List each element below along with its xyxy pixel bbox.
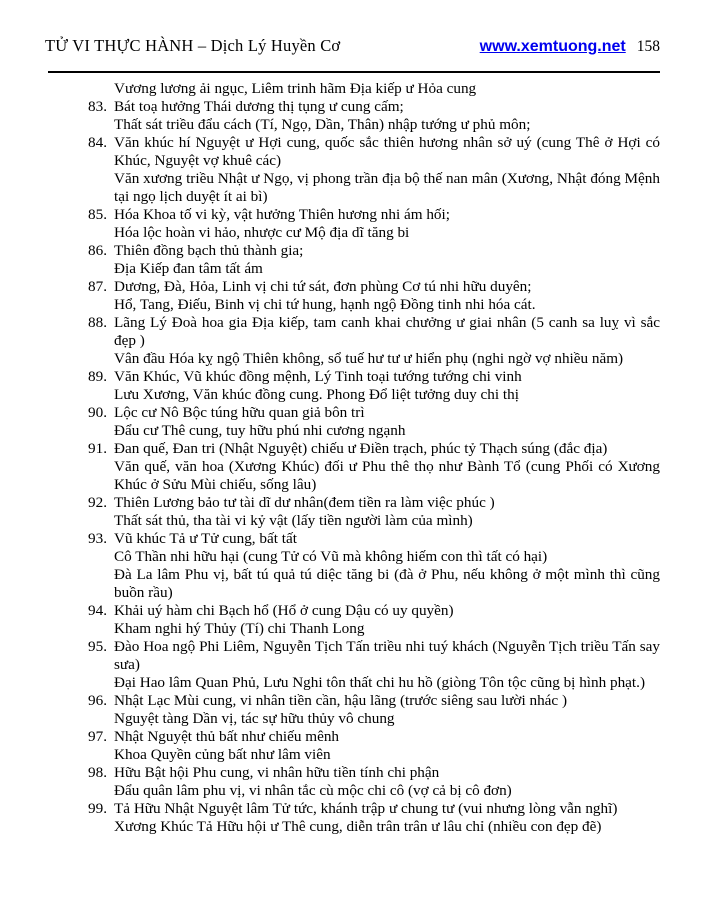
continuation-paragraph <box>88 260 660 278</box>
numbered-paragraph <box>88 314 660 350</box>
numbered-paragraph <box>88 404 660 422</box>
paragraph-text: Nguyệt tàng Dần vị, tác sự hữu thủy vô chung <box>114 710 395 727</box>
paragraph-text: Thất sát thủ, tha tài vi kỷ vật (lấy tiền người làm của mình) <box>114 512 473 529</box>
paragraph-text: Đào Hoa ngộ Phi Liêm, Nguyễn Tịch Tấn triều nhi tuý khách (Nguyễn Tịch triều Tấn say sưa) <box>114 638 660 673</box>
paragraph-text: Văn Khúc, Vũ khúc đồng mệnh, Lý Tinh toại tướng tướng chi vinh <box>114 368 522 385</box>
item-number: 86. <box>88 242 107 259</box>
continuation-paragraph <box>88 566 660 602</box>
paragraph-text: Đại Hao lâm Quan Phủ, Lưu Nghi tôn thất chi hu hồ (giòng Tôn tộc cũng bị hình phạt.) <box>114 674 645 691</box>
numbered-paragraph <box>88 206 660 224</box>
paragraph-text: Hóa Khoa tố vi kỳ, vật hưởng Thiên hương nhi ám hối; <box>114 206 450 223</box>
continuation-paragraph <box>88 458 660 494</box>
paragraph-text: Văn xương triều Nhật ư Ngọ, vị phong trần địa bộ thế nan mân (Xương, Nhật đóng Mệnh tại ngọ lịch duyệt ít ai bì) <box>114 170 660 205</box>
paragraph-text: Nhật Nguyệt thủ bất như chiếu mênh <box>114 728 340 745</box>
paragraph-text: Lộc cư Nô Bộc túng hữu quan giả bôn trì <box>114 404 365 421</box>
item-number: 84. <box>88 134 107 151</box>
item-number: 91. <box>88 440 107 457</box>
item-number: 90. <box>88 404 107 421</box>
paragraph-text: Cô Thần nhi hữu hại (cung Tử có Vũ mà không hiếm con thì tất có hại) <box>114 548 548 565</box>
numbered-paragraph <box>88 440 660 458</box>
numbered-paragraph <box>88 494 660 512</box>
paragraph-text: Đan quế, Đan tri (Nhật Nguyệt) chiếu ư Điền trạch, phúc tỷ Thạch súng (đắc địa) <box>114 440 608 457</box>
paragraph-text: Vân đầu Hóa kỵ ngộ Thiên không, sổ tuế hư tư ư hiển phụ (nghi ngờ vợ nhiều năm) <box>114 350 624 367</box>
continuation-paragraph <box>88 674 660 692</box>
numbered-paragraph <box>88 800 660 818</box>
page-number: 158 <box>636 38 660 55</box>
numbered-paragraph <box>88 242 660 260</box>
paragraph-text: Hóa lộc hoàn vi hảo, nhược cư Mộ địa dĩ tăng bi <box>114 224 410 241</box>
paragraph-text: Kham nghi hý Thủy (Tí) chi Thanh Long <box>114 620 365 637</box>
continuation-paragraph <box>88 350 660 368</box>
paragraph-text: Bát toạ hưởng Thái dương thị tụng ư cung cấm; <box>114 98 404 115</box>
item-number: 93. <box>88 530 107 547</box>
page-header <box>45 36 660 56</box>
continuation-paragraph <box>88 116 660 134</box>
item-number: 97. <box>88 728 107 745</box>
paragraph-text: Thiên Lương bảo tư tài dĩ dư nhân(đem tiền ra làm việc phúc ) <box>114 494 495 511</box>
paragraph-text: Lãng Lý Đoà hoa gia Địa kiếp, tam canh khai chưởng ư giai nhân (5 canh sa luỵ vì sắc đẹp ) <box>114 314 660 349</box>
paragraph-text: Văn khúc hí Nguyệt ư Hợi cung, quốc sắc thiên hương nhân sở uý (cung Thê ở Hợi có Khúc, Nguyệt vợ khuê các) <box>114 134 660 169</box>
continuation-paragraph <box>88 548 660 566</box>
item-number: 94. <box>88 602 107 619</box>
item-number: 89. <box>88 368 107 385</box>
numbered-paragraph <box>88 692 660 710</box>
paragraph-text: Xương Khúc Tả Hữu hội ư Thê cung, diễn trân trân ư lâu chỉ (nhiều con đẹp đẽ) <box>114 818 602 835</box>
paragraph-text: Lưu Xương, Văn khúc đồng cung. Phong Đổ liệt tưởng duy chi thị <box>114 386 519 403</box>
continuation-paragraph <box>88 782 660 800</box>
item-number: 98. <box>88 764 107 781</box>
item-number: 83. <box>88 98 107 115</box>
paragraph-text: Đẩu quân lâm phu vị, vi nhân tắc cù mộc chi cô (vợ cả bị cô đơn) <box>114 782 512 799</box>
paragraph-text: Thiên đồng bạch thủ thành gia; <box>114 242 304 259</box>
item-number: 96. <box>88 692 107 709</box>
header-right-group <box>480 38 660 56</box>
paragraph-text: Tả Hữu Nhật Nguyệt lâm Tử tức, khánh trập ư chung tư (vui nhưng lòng vẫn nghĩ) <box>114 800 618 817</box>
header-divider <box>48 71 660 73</box>
paragraph-text: Hổ, Tang, Điếu, Binh vị chi tứ hung, hạnh ngộ Đồng tinh nhi hóa cát. <box>114 296 536 313</box>
item-number: 85. <box>88 206 107 223</box>
numbered-paragraph <box>88 368 660 386</box>
item-number: 87. <box>88 278 107 295</box>
continuation-paragraph <box>88 296 660 314</box>
paragraph-text: Dương, Đà, Hỏa, Linh vị chi tứ sát, đơn phùng Cơ tú nhi hữu duyên; <box>114 278 532 295</box>
numbered-paragraph <box>88 134 660 170</box>
numbered-paragraph <box>88 764 660 782</box>
numbered-paragraph <box>88 728 660 746</box>
continuation-paragraph <box>88 80 660 98</box>
continuation-paragraph <box>88 170 660 206</box>
continuation-paragraph <box>88 746 660 764</box>
continuation-paragraph <box>88 224 660 242</box>
paragraph-text: Vũ khúc Tả ư Tử cung, bất tất <box>114 530 297 547</box>
item-number: 88. <box>88 314 107 331</box>
continuation-paragraph <box>88 710 660 728</box>
numbered-paragraph <box>88 530 660 548</box>
paragraph-text: Thất sát triều đẩu cách (Tí, Ngọ, Dần, Thân) nhập tướng ư phủ môn; <box>114 116 531 133</box>
continuation-paragraph <box>88 620 660 638</box>
numbered-paragraph <box>88 278 660 296</box>
paragraph-text: Khải uý hàm chi Bạch hổ (Hổ ở cung Dậu có uy quyền) <box>114 602 454 619</box>
item-number: 95. <box>88 638 107 655</box>
numbered-paragraph <box>88 638 660 674</box>
continuation-paragraph <box>88 386 660 404</box>
paragraph-text: Đẩu cư Thê cung, tuy hữu phú nhi cương ngạnh <box>114 422 406 439</box>
paragraph-text: Đà La lâm Phu vị, bất tú quả tú diệc tăng bi (đà ở Phu, nếu không ở một mình thì cũng buồn rầu) <box>114 566 660 601</box>
continuation-paragraph <box>88 512 660 530</box>
numbered-paragraph <box>88 98 660 116</box>
website-link[interactable]: www.xemtuong.net <box>479 38 626 55</box>
continuation-paragraph <box>88 422 660 440</box>
item-number: 99. <box>88 800 107 817</box>
item-number: 92. <box>88 494 107 511</box>
document-body <box>88 80 660 836</box>
continuation-paragraph <box>88 818 660 836</box>
paragraph-text: Khoa Quyền củng bất như lâm viên <box>114 746 331 763</box>
numbered-paragraph <box>88 602 660 620</box>
paragraph-text: Địa Kiếp đan tâm tất ám <box>114 260 263 277</box>
document-title: TỬ VI THỰC HÀNH – Dịch Lý Huyền Cơ <box>45 36 341 55</box>
paragraph-text: Văn quế, văn hoa (Xương Khúc) đối ư Phu thê thọ như Bành Tổ (cung Phối có Xương Khúc ở Sửu Mùi chiếu, sống lâu) <box>114 458 660 493</box>
paragraph-text: Hữu Bật hội Phu cung, vi nhân hữu tiền tính chi phận <box>114 764 440 781</box>
paragraph-text: Nhật Lạc Mùi cung, vi nhân tiền cần, hậu lãng (trước siêng sau lười nhác ) <box>114 692 567 709</box>
paragraph-text: Vương lương ải ngục, Liêm trinh hãm Địa kiếp ư Hỏa cung <box>114 80 477 97</box>
